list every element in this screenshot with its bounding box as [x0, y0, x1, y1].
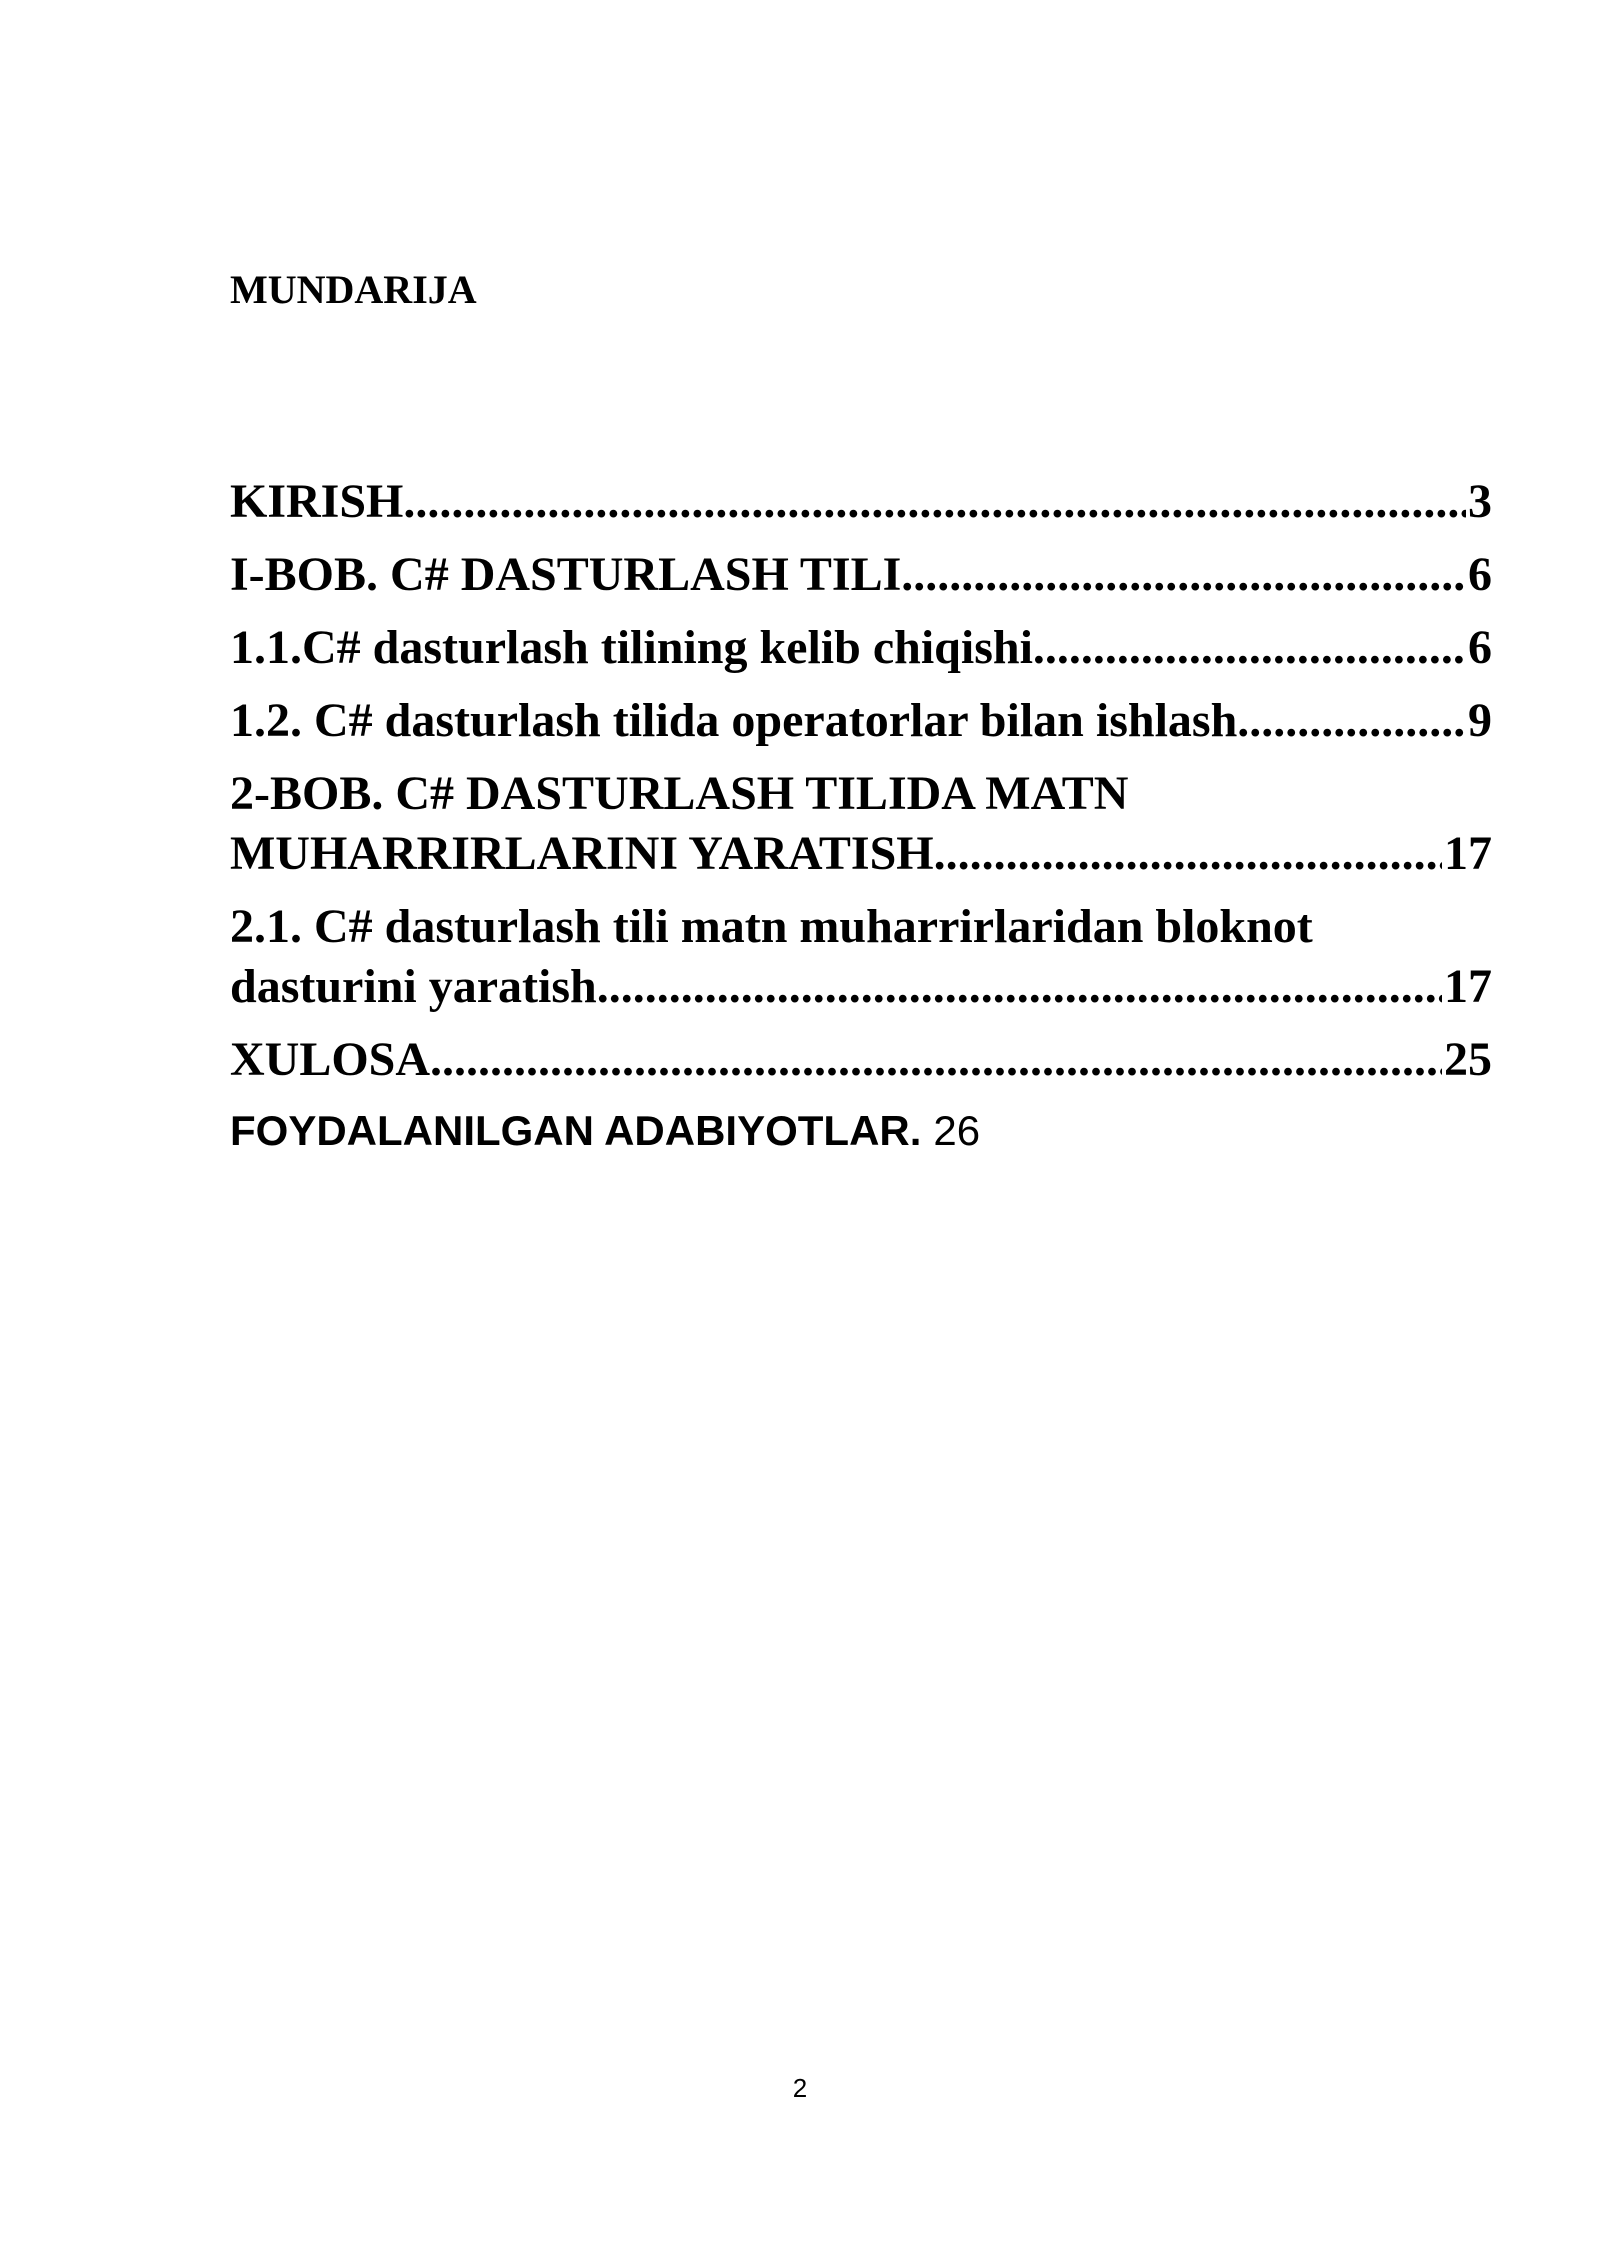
toc-dot-leader — [934, 824, 1442, 884]
table-of-contents — [230, 472, 1492, 1172]
toc-entry-section-2-1[interactable] — [230, 897, 1492, 1017]
toc-dot-leader — [1033, 618, 1466, 678]
page-footer-number: 2 — [792, 2073, 808, 2103]
toc-entry-section-1-2[interactable] — [230, 691, 1492, 751]
toc-page-number: 9 — [1468, 694, 1492, 747]
toc-dot-leader — [1237, 691, 1466, 751]
toc-page-number: 26 — [933, 1107, 981, 1154]
toc-line — [230, 545, 1492, 605]
toc-line — [230, 691, 1492, 751]
toc-dot-leader — [430, 1030, 1442, 1090]
toc-line — [230, 764, 1492, 824]
toc-entry-title: KIRISH — [230, 475, 404, 528]
toc-dot-leader — [901, 545, 1466, 605]
toc-line — [230, 957, 1492, 1017]
toc-page-number: 6 — [1468, 548, 1492, 601]
toc-entry-title-line-1: 2-BOB. C# DASTURLASH TILIDA MATN — [230, 767, 1129, 820]
toc-entry-chapter-1[interactable] — [230, 545, 1492, 605]
toc-entry-title: I-BOB. C# DASTURLASH TILI — [230, 548, 902, 601]
toc-line — [230, 1030, 1492, 1090]
toc-page-number: 25 — [1444, 1033, 1492, 1086]
toc-entry-title-line-1: 2.1. C# dasturlash tili matn muharrirlaridan bloknot — [230, 900, 1313, 953]
toc-entry-kirish[interactable] — [230, 472, 1492, 532]
page-heading: MUNDARIJA — [230, 267, 477, 312]
toc-page-number: 6 — [1468, 621, 1492, 674]
toc-entry-title-line-2: MUHARRIRLARINI YARATISH — [230, 827, 934, 880]
toc-entry-section-1-1[interactable] — [230, 618, 1492, 678]
toc-entry-references[interactable] — [230, 1103, 1492, 1159]
toc-entry-title: FOYDALANILGAN ADABIYOTLAR. — [230, 1107, 922, 1154]
toc-entry-chapter-2[interactable] — [230, 764, 1492, 884]
toc-line — [230, 824, 1492, 884]
toc-entry-title: XULOSA — [230, 1033, 431, 1086]
toc-line — [230, 897, 1492, 957]
toc-dot-leader — [597, 957, 1442, 1017]
toc-entry-title: 1.1.C# dasturlash tilining kelib chiqishi — [230, 621, 1033, 674]
toc-page-number: 17 — [1444, 960, 1492, 1013]
toc-line — [230, 618, 1492, 678]
toc-page-number: 3 — [1468, 475, 1492, 528]
toc-line — [230, 472, 1492, 532]
toc-dot-leader — [403, 472, 1466, 532]
toc-entry-title-line-2: dasturini yaratish — [230, 960, 597, 1013]
toc-entry-xulosa[interactable] — [230, 1030, 1492, 1090]
toc-entry-title: 1.2. C# dasturlash tilida operatorlar bilan ishlash — [230, 694, 1238, 747]
toc-line — [230, 1103, 1492, 1159]
toc-page-number: 17 — [1444, 827, 1492, 880]
